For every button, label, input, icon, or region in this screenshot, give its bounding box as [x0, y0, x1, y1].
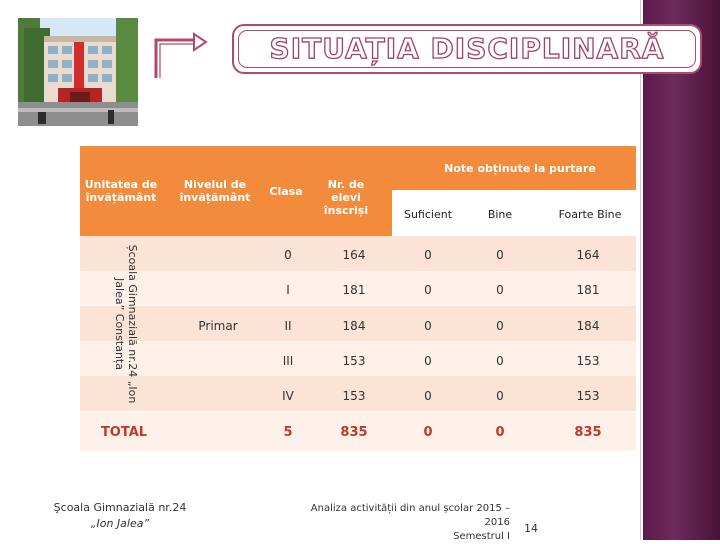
cell-foarte-bine: 181: [576, 283, 600, 297]
decorative-side-band: [643, 0, 720, 540]
cell-suficient: 0: [424, 319, 432, 333]
cell-suficient: 0: [424, 389, 432, 403]
cell-bine: 0: [496, 283, 504, 297]
cell-suficient: 0: [424, 354, 432, 368]
connector-arrow-icon: [150, 24, 210, 84]
cell-clasa: 0: [284, 248, 292, 262]
total-suficient: 0: [423, 425, 433, 440]
cell-foarte-bine: 184: [576, 319, 600, 333]
side-divider-line: [640, 0, 641, 540]
title-banner: [232, 24, 702, 74]
footer-school-line1: Şcoala Gimnazială nr.24: [53, 501, 187, 514]
footer-school: [40, 500, 200, 532]
school-building-photo: [18, 18, 138, 126]
cell-bine: 0: [496, 354, 504, 368]
header-nr-elevi: Nr. de elevi înscriși: [323, 178, 369, 217]
cell-bine: 0: [496, 319, 504, 333]
cell-foarte-bine: 153: [576, 389, 600, 403]
total-foarte-bine: 835: [574, 425, 602, 440]
cell-clasa: II: [284, 319, 292, 333]
total-bine: 0: [495, 425, 505, 440]
footer-analysis-line1: Analiza activității din anul școlar 2015 – 2016: [310, 503, 510, 528]
school-name-cell: [80, 236, 172, 412]
cell-clasa: III: [282, 354, 294, 368]
total-label: TOTAL: [100, 425, 148, 440]
cell-clasa: IV: [282, 389, 294, 403]
cell-foarte-bine: 153: [576, 354, 600, 368]
total-clasa: 5: [283, 425, 293, 440]
footer-school-line2: „Ion Jalea”: [90, 517, 150, 530]
cell-nr-elevi: 181: [342, 283, 366, 297]
cell-bine: 0: [496, 248, 504, 262]
cell-nr-elevi: 153: [342, 354, 366, 368]
header-suficient: Suficient: [403, 208, 453, 221]
cell-clasa: I: [286, 283, 290, 297]
total-nr-elevi: 835: [340, 425, 368, 440]
header-nivelul: Nivelul de învățământ: [179, 178, 251, 204]
header-unitatea: Unitatea de învățământ: [84, 178, 158, 204]
header-bine: Bine: [487, 208, 513, 221]
cell-nr-elevi: 184: [342, 319, 366, 333]
nivel-value: Primar: [198, 319, 238, 333]
cell-foarte-bine: 164: [576, 248, 600, 262]
header-foarte-bine: Foarte Bine: [558, 208, 622, 221]
page-number: 14: [524, 522, 538, 535]
cell-suficient: 0: [424, 283, 432, 297]
footer-analysis: [295, 502, 510, 544]
header-note-purtare: Note obținute la purtare: [444, 162, 596, 175]
cell-suficient: 0: [424, 248, 432, 262]
school-name: Școala Gimnazială nr.24 „Ion Jalea” Constanța: [113, 244, 139, 404]
cell-bine: 0: [496, 389, 504, 403]
cell-nr-elevi: 164: [342, 248, 366, 262]
header-clasa: Clasa: [269, 185, 303, 198]
cell-nr-elevi: 153: [342, 389, 366, 403]
page-title: SITUAȚIA DISCIPLINARĂ: [269, 32, 665, 65]
footer-analysis-line2: Semestrul I: [453, 531, 510, 542]
